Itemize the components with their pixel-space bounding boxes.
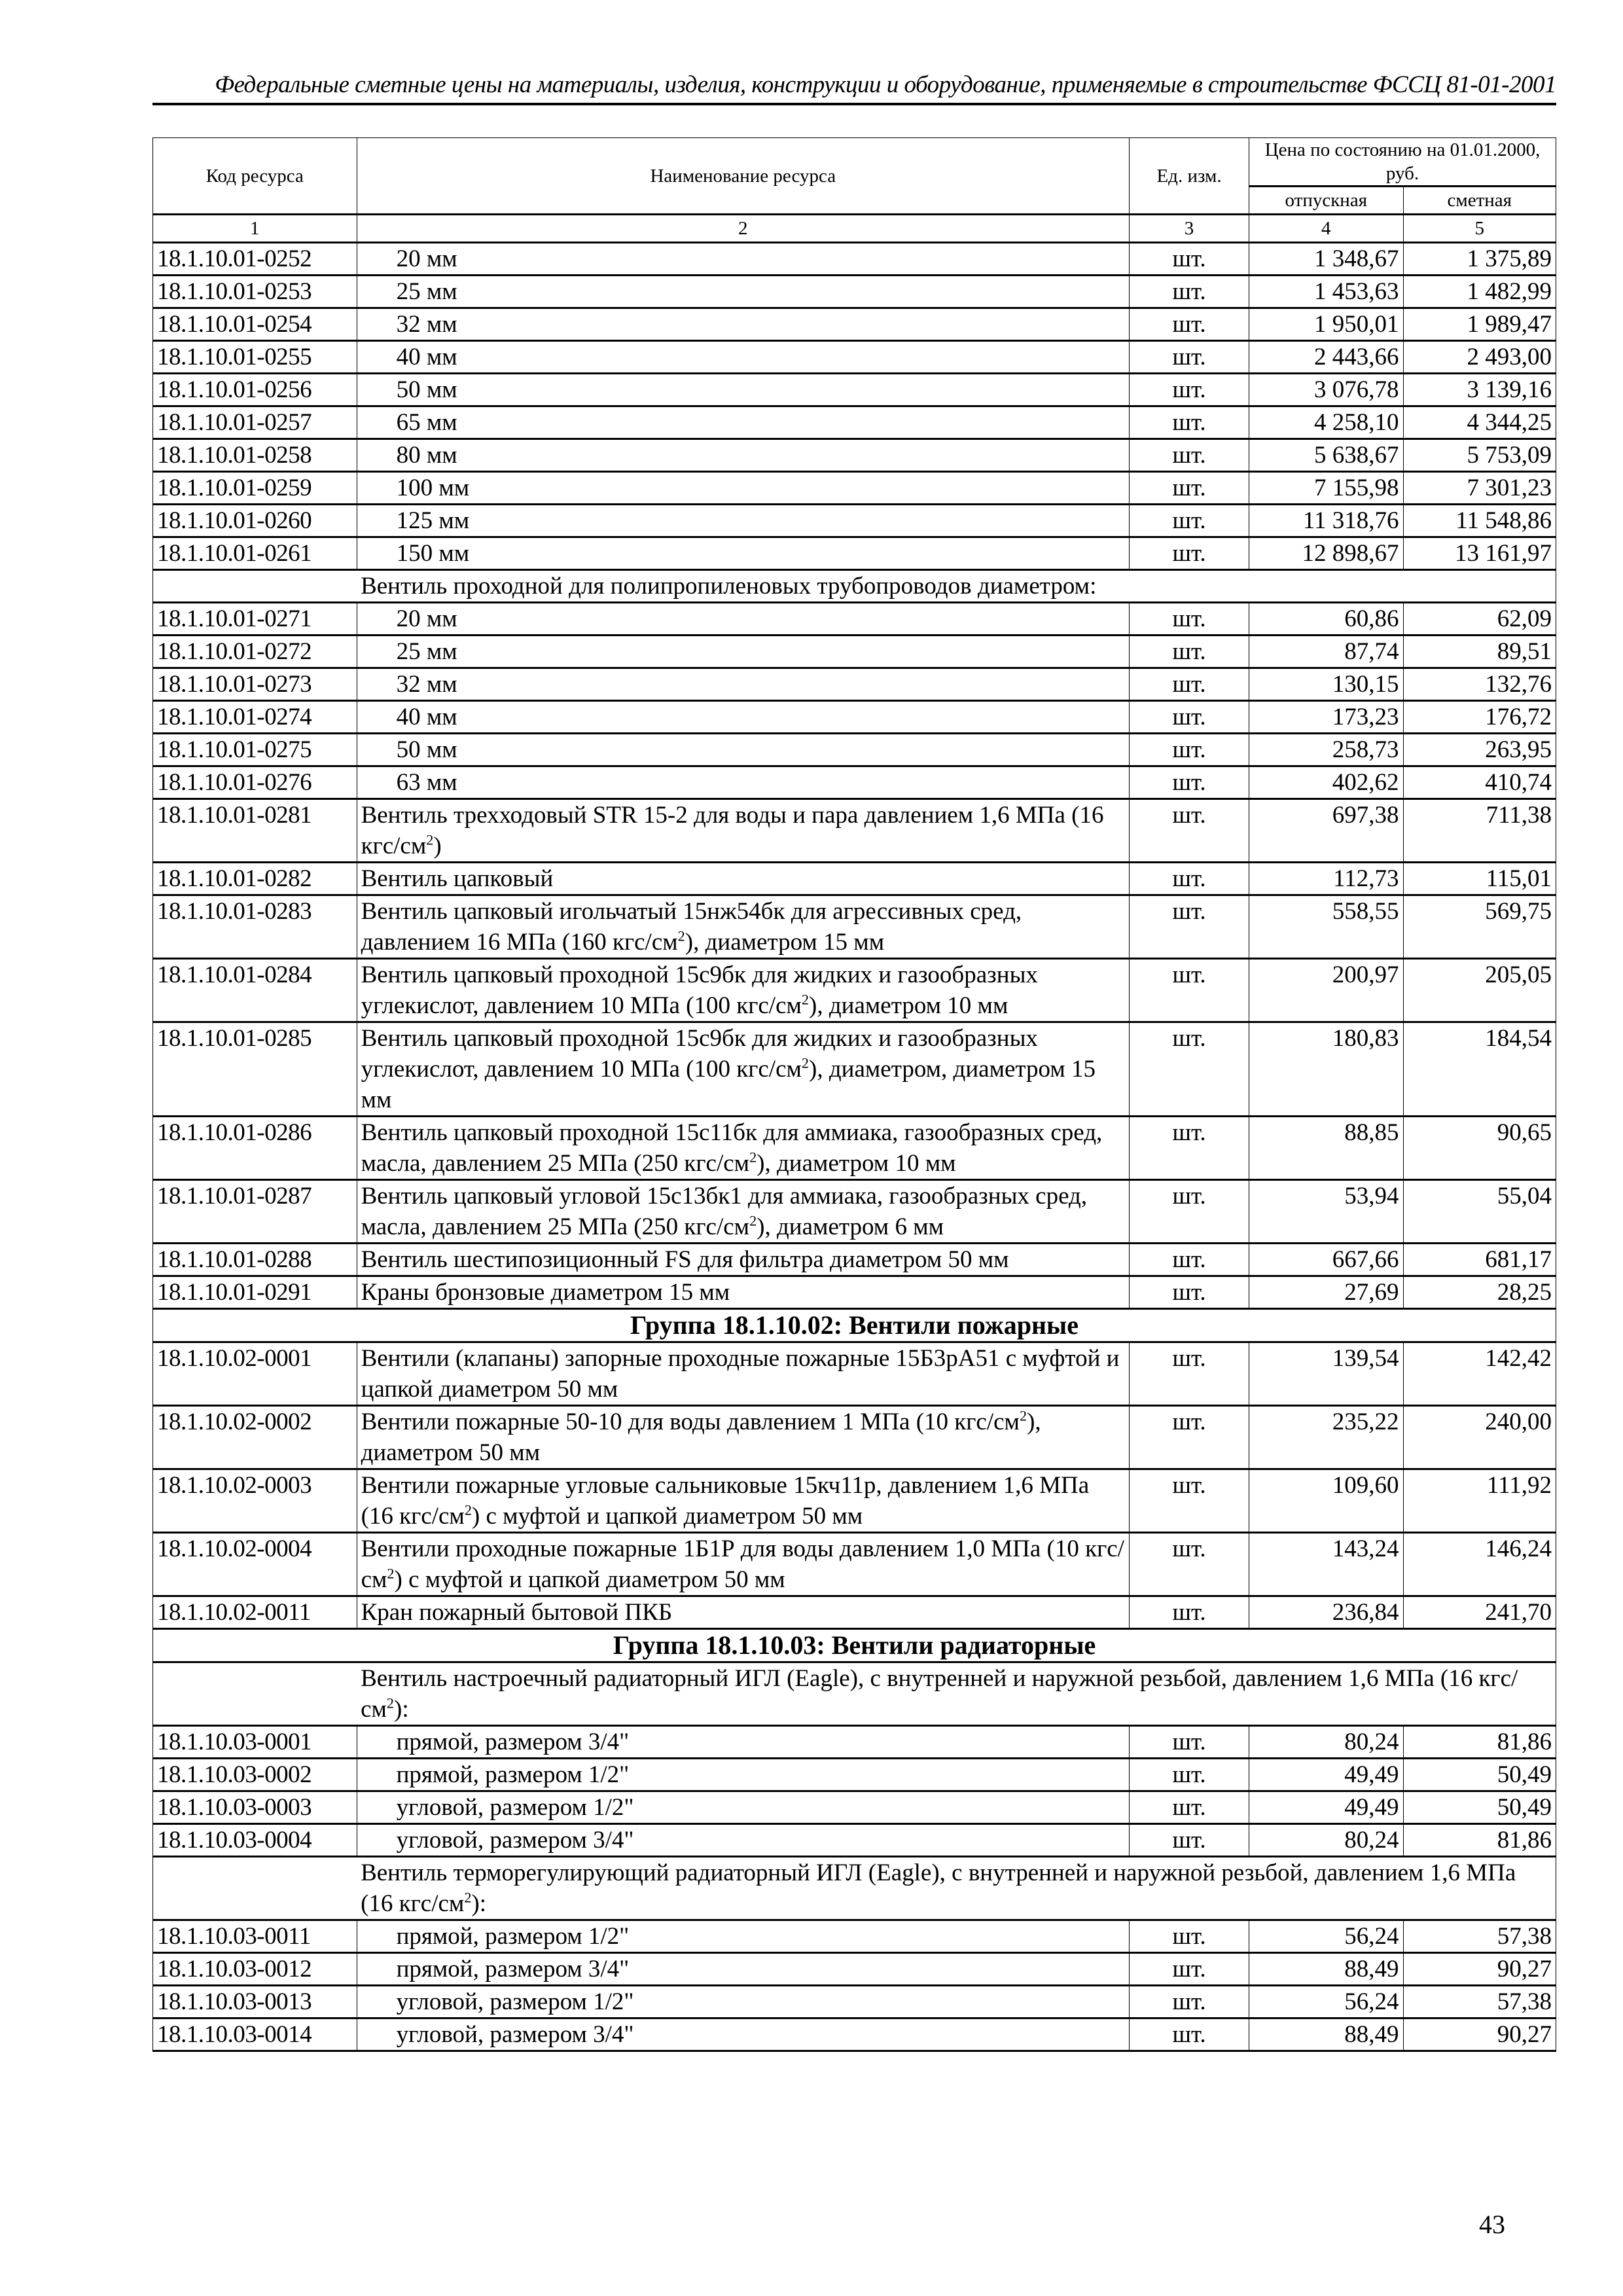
- cell-unit: шт.: [1130, 603, 1249, 636]
- table-row: [153, 1276, 1556, 1309]
- cell-code: 18.1.10.01-0254: [153, 308, 357, 341]
- cell-name: 63 мм: [357, 766, 1129, 799]
- cell-price-estimate: 681,17: [1403, 1244, 1556, 1276]
- header-name: Наименование ресурса: [357, 138, 1129, 215]
- cell-price-estimate: 3 139,16: [1403, 374, 1556, 406]
- table-row: [153, 1342, 1556, 1406]
- cell-price-estimate: 132,76: [1403, 668, 1556, 701]
- table-row: [153, 1406, 1556, 1469]
- header-price-release: отпускная: [1249, 187, 1403, 215]
- table-row: [153, 505, 1556, 537]
- cell-price-estimate: 81,86: [1403, 1824, 1556, 1857]
- cell-code: 18.1.10.01-0256: [153, 374, 357, 406]
- superscript: 2: [464, 1501, 472, 1518]
- cell-name: 32 мм: [357, 668, 1129, 701]
- superscript: 2: [677, 927, 685, 944]
- cell-price-release: 258,73: [1249, 734, 1403, 766]
- cell-code: 18.1.10.01-0255: [153, 341, 357, 374]
- superscript: 2: [749, 1149, 757, 1166]
- cell-unit: шт.: [1130, 341, 1249, 374]
- cell-code: 18.1.10.01-0285: [153, 1022, 357, 1117]
- cell-unit: шт.: [1130, 374, 1249, 406]
- cell-unit: шт.: [1130, 1953, 1249, 1986]
- cell-unit: шт.: [1130, 1244, 1249, 1276]
- table-row: [153, 1920, 1556, 1953]
- cell-unit: шт.: [1130, 1342, 1249, 1406]
- table-row: [153, 1022, 1556, 1117]
- subheading-row: [153, 1857, 1556, 1920]
- cell-price-estimate: 4 344,25: [1403, 406, 1556, 439]
- table-row: [153, 636, 1556, 668]
- header-code: Код ресурса: [153, 138, 357, 215]
- cell-price-release: 130,15: [1249, 668, 1403, 701]
- cell-unit: шт.: [1130, 537, 1249, 570]
- cell-unit: шт.: [1130, 2018, 1249, 2051]
- cell-price-release: 143,24: [1249, 1533, 1403, 1596]
- cell-price-estimate: 90,65: [1403, 1117, 1556, 1180]
- superscript: 2: [749, 1212, 757, 1229]
- cell-price-estimate: 28,25: [1403, 1276, 1556, 1309]
- cell-price-release: 12 898,67: [1249, 537, 1403, 570]
- cell-price-release: 697,38: [1249, 799, 1403, 863]
- table-row: [153, 668, 1556, 701]
- cell-price-release: 27,69: [1249, 1276, 1403, 1309]
- subheading-text: Вентиль настроечный радиаторный ИГЛ (Eagle), с внутренней и наружной резьбой, давлением 1,6 МПа (16 кгс/$см^2$):: [357, 1662, 1556, 1726]
- cell-price-estimate: 111,92: [1403, 1469, 1556, 1533]
- table-body: [153, 243, 1556, 2051]
- price-table: [152, 137, 1556, 2052]
- cell-unit: шт.: [1130, 276, 1249, 308]
- cell-code: 18.1.10.01-0281: [153, 799, 357, 863]
- cell-name: угловой, размером 3/4": [357, 1824, 1129, 1857]
- cell-price-estimate: 263,95: [1403, 734, 1556, 766]
- cell-unit: шт.: [1130, 701, 1249, 734]
- cell-code-empty: [153, 570, 357, 603]
- table-row: [153, 1726, 1556, 1759]
- cell-price-release: 173,23: [1249, 701, 1403, 734]
- cell-name: 20 мм: [357, 243, 1129, 276]
- cell-name: Вентиль цапковый: [357, 863, 1129, 895]
- table-row: [153, 1824, 1556, 1857]
- cell-unit: шт.: [1130, 1726, 1249, 1759]
- cell-price-estimate: 142,42: [1403, 1342, 1556, 1406]
- cell-name: 125 мм: [357, 505, 1129, 537]
- cell-code: 18.1.10.01-0288: [153, 1244, 357, 1276]
- header-rule: [152, 103, 1556, 105]
- cell-name: Краны бронзовые диаметром 15 мм: [357, 1276, 1129, 1309]
- cell-code: 18.1.10.01-0257: [153, 406, 357, 439]
- cell-code: 18.1.10.01-0291: [153, 1276, 357, 1309]
- cell-unit: шт.: [1130, 1986, 1249, 2018]
- cell-price-release: 49,49: [1249, 1791, 1403, 1824]
- cell-name: Вентиль шестипозиционный FS для фильтра диаметром 50 мм: [357, 1244, 1129, 1276]
- table-row: [153, 374, 1556, 406]
- cell-code: 18.1.10.02-0001: [153, 1342, 357, 1406]
- cell-code: 18.1.10.03-0001: [153, 1726, 357, 1759]
- running-header: Федеральные сметные цены на материалы, изделия, конструкции и оборудование, применяемые в строительстве ФССЦ 81-01-2001: [215, 71, 1556, 98]
- cell-unit: шт.: [1130, 243, 1249, 276]
- table-row: [153, 472, 1556, 505]
- cell-price-release: 1 348,67: [1249, 243, 1403, 276]
- cell-code: 18.1.10.02-0004: [153, 1533, 357, 1596]
- table-row: [153, 895, 1556, 959]
- cell-code: 18.1.10.01-0261: [153, 537, 357, 570]
- cell-name: Вентили проходные пожарные 1Б1Р для воды давлением 1,0 МПа (10 кгс/$см^2$) с муфтой и цапкой диаметром 50 мм: [357, 1533, 1129, 1596]
- cell-name: Кран пожарный бытовой ПКБ: [357, 1596, 1129, 1629]
- cell-unit: шт.: [1130, 668, 1249, 701]
- cell-unit: шт.: [1130, 636, 1249, 668]
- cell-unit: шт.: [1130, 505, 1249, 537]
- cell-name: Вентили пожарные угловые сальниковые 15кч11р, давлением 1,6 МПа (16 кгс/$см^2$) с муфтой и цапкой диаметром 50 мм: [357, 1469, 1129, 1533]
- cell-price-release: 7 155,98: [1249, 472, 1403, 505]
- cell-price-release: 4 258,10: [1249, 406, 1403, 439]
- cell-unit: шт.: [1130, 1276, 1249, 1309]
- column-numbers-row: [153, 215, 1556, 243]
- cell-price-release: 87,74: [1249, 636, 1403, 668]
- table-row: [153, 1791, 1556, 1824]
- column-number: 5: [1403, 215, 1556, 243]
- cell-price-release: 1 950,01: [1249, 308, 1403, 341]
- table-row: [153, 439, 1556, 472]
- group-heading: Группа 18.1.10.03: Вентили радиаторные: [153, 1629, 1556, 1662]
- cell-price-release: 56,24: [1249, 1920, 1403, 1953]
- page-number: 43: [1479, 2210, 1505, 2239]
- cell-code: 18.1.10.01-0275: [153, 734, 357, 766]
- cell-price-release: 56,24: [1249, 1986, 1403, 2018]
- group-heading-row: [153, 1629, 1556, 1662]
- cell-price-release: 236,84: [1249, 1596, 1403, 1629]
- subheading-text: Вентиль проходной для полипропиленовых трубопроводов диаметром:: [357, 570, 1556, 603]
- cell-price-release: 558,55: [1249, 895, 1403, 959]
- cell-price-release: 88,85: [1249, 1117, 1403, 1180]
- cell-code: 18.1.10.02-0002: [153, 1406, 357, 1469]
- cell-name: Вентиль цапковый угловой 15с13бк1 для аммиака, газообразных сред, масла, давлением 25 МПа (250 кгс/$см^2$), диаметром 6 мм: [357, 1180, 1129, 1244]
- subheading-row: [153, 1662, 1556, 1726]
- cell-code: 18.1.10.01-0287: [153, 1180, 357, 1244]
- cell-price-release: 112,73: [1249, 863, 1403, 895]
- cell-unit: шт.: [1130, 766, 1249, 799]
- cell-unit: шт.: [1130, 1469, 1249, 1533]
- cell-unit: шт.: [1130, 1533, 1249, 1596]
- cell-price-estimate: 62,09: [1403, 603, 1556, 636]
- table-row: [153, 406, 1556, 439]
- table-row: [153, 537, 1556, 570]
- table-row: [153, 1244, 1556, 1276]
- column-number: 3: [1130, 215, 1249, 243]
- cell-price-estimate: 410,74: [1403, 766, 1556, 799]
- cell-price-estimate: 55,04: [1403, 1180, 1556, 1244]
- cell-price-release: 5 638,67: [1249, 439, 1403, 472]
- table-row: [153, 799, 1556, 863]
- cell-unit: шт.: [1130, 406, 1249, 439]
- cell-name: угловой, размером 3/4": [357, 2018, 1129, 2051]
- cell-price-release: 667,66: [1249, 1244, 1403, 1276]
- cell-name: 80 мм: [357, 439, 1129, 472]
- superscript: 2: [426, 831, 434, 848]
- cell-code: 18.1.10.03-0013: [153, 1986, 357, 2018]
- cell-price-estimate: 50,49: [1403, 1759, 1556, 1791]
- superscript: 2: [464, 1889, 472, 1906]
- table-row: [153, 2018, 1556, 2051]
- cell-price-estimate: 11 548,86: [1403, 505, 1556, 537]
- superscript: 2: [1019, 1407, 1027, 1424]
- header-unit: Ед. изм.: [1130, 138, 1249, 215]
- cell-name: Вентиль цапковый проходной 15с9бк для жидких и газообразных углекислот, давлением 10 МПа (100 кгс/$см^2$), диаметром, диаметром 15 мм: [357, 1022, 1129, 1117]
- cell-price-release: 402,62: [1249, 766, 1403, 799]
- table-row: [153, 308, 1556, 341]
- cell-price-release: 3 076,78: [1249, 374, 1403, 406]
- cell-name: 50 мм: [357, 374, 1129, 406]
- cell-code: 18.1.10.01-0283: [153, 895, 357, 959]
- table-row: [153, 734, 1556, 766]
- cell-code: 18.1.10.03-0004: [153, 1824, 357, 1857]
- group-heading: Группа 18.1.10.02: Вентили пожарные: [153, 1309, 1556, 1342]
- table-row: [153, 1953, 1556, 1986]
- cell-unit: шт.: [1130, 308, 1249, 341]
- cell-unit: шт.: [1130, 1824, 1249, 1857]
- cell-price-estimate: 2 493,00: [1403, 341, 1556, 374]
- cell-price-estimate: 90,27: [1403, 1953, 1556, 1986]
- header-price-group: Цена по состоянию на 01.01.2000, руб.: [1249, 138, 1556, 187]
- cell-unit: шт.: [1130, 895, 1249, 959]
- cell-code-empty: [153, 1662, 357, 1726]
- cell-unit: шт.: [1130, 959, 1249, 1022]
- cell-code-empty: [153, 1857, 357, 1920]
- cell-name: прямой, размером 1/2": [357, 1920, 1129, 1953]
- table-row: [153, 341, 1556, 374]
- cell-price-estimate: 241,70: [1403, 1596, 1556, 1629]
- cell-name: прямой, размером 3/4": [357, 1953, 1129, 1986]
- subheading-text: Вентиль терморегулирующий радиаторный ИГЛ (Eagle), с внутренней и наружной резьбой, давлением 1,6 МПа (16 кгс/$см^2$):: [357, 1857, 1556, 1920]
- cell-unit: шт.: [1130, 863, 1249, 895]
- superscript: 2: [386, 1695, 394, 1712]
- table-header: [153, 138, 1556, 243]
- cell-price-release: 60,86: [1249, 603, 1403, 636]
- table-row: [153, 1533, 1556, 1596]
- cell-name: Вентили пожарные 50-10 для воды давлением 1 МПа (10 кгс/$см^2$), диаметром 50 мм: [357, 1406, 1129, 1469]
- cell-unit: шт.: [1130, 1406, 1249, 1469]
- cell-price-estimate: 711,38: [1403, 799, 1556, 863]
- table-row: [153, 243, 1556, 276]
- cell-name: 65 мм: [357, 406, 1129, 439]
- cell-name: Вентиль цапковый проходной 15с11бк для аммиака, газообразных сред, масла, давлением 25 МПа (250 кгс/$см^2$), диаметром 10 мм: [357, 1117, 1129, 1180]
- column-number: 1: [153, 215, 357, 243]
- cell-price-estimate: 1 375,89: [1403, 243, 1556, 276]
- cell-price-release: 109,60: [1249, 1469, 1403, 1533]
- cell-code: 18.1.10.03-0003: [153, 1791, 357, 1824]
- cell-unit: шт.: [1130, 1596, 1249, 1629]
- cell-unit: шт.: [1130, 1180, 1249, 1244]
- cell-code: 18.1.10.03-0014: [153, 2018, 357, 2051]
- cell-name: Вентиль цапковый проходной 15с9бк для жидких и газообразных углекислот, давлением 10 МПа (100 кгс/$см^2$), диаметром 10 мм: [357, 959, 1129, 1022]
- table-row: [153, 766, 1556, 799]
- column-number: 4: [1249, 215, 1403, 243]
- cell-price-estimate: 7 301,23: [1403, 472, 1556, 505]
- cell-unit: шт.: [1130, 439, 1249, 472]
- cell-name: угловой, размером 1/2": [357, 1986, 1129, 2018]
- cell-name: угловой, размером 1/2": [357, 1791, 1129, 1824]
- cell-price-estimate: 205,05: [1403, 959, 1556, 1022]
- table-row: [153, 701, 1556, 734]
- cell-price-estimate: 184,54: [1403, 1022, 1556, 1117]
- cell-unit: шт.: [1130, 472, 1249, 505]
- cell-price-estimate: 115,01: [1403, 863, 1556, 895]
- cell-price-release: 80,24: [1249, 1824, 1403, 1857]
- cell-name: 32 мм: [357, 308, 1129, 341]
- cell-code: 18.1.10.01-0284: [153, 959, 357, 1022]
- group-heading-row: [153, 1309, 1556, 1342]
- cell-price-estimate: 90,27: [1403, 2018, 1556, 2051]
- cell-name: прямой, размером 1/2": [357, 1759, 1129, 1791]
- column-number: 2: [357, 215, 1129, 243]
- table-row: [153, 603, 1556, 636]
- cell-unit: шт.: [1130, 1791, 1249, 1824]
- cell-price-release: 200,97: [1249, 959, 1403, 1022]
- cell-unit: шт.: [1130, 734, 1249, 766]
- cell-price-release: 235,22: [1249, 1406, 1403, 1469]
- cell-name: Вентили (клапаны) запорные проходные пожарные 15Б3рА51 с муфтой и цапкой диаметром 50 мм: [357, 1342, 1129, 1406]
- cell-price-release: 88,49: [1249, 2018, 1403, 2051]
- cell-name: прямой, размером 3/4": [357, 1726, 1129, 1759]
- cell-unit: шт.: [1130, 799, 1249, 863]
- cell-price-release: 11 318,76: [1249, 505, 1403, 537]
- cell-price-estimate: 81,86: [1403, 1726, 1556, 1759]
- superscript: 2: [801, 1054, 810, 1071]
- cell-price-release: 2 443,66: [1249, 341, 1403, 374]
- cell-price-release: 1 453,63: [1249, 276, 1403, 308]
- cell-code: 18.1.10.01-0252: [153, 243, 357, 276]
- cell-price-estimate: 5 753,09: [1403, 439, 1556, 472]
- table-row: [153, 1986, 1556, 2018]
- table-row: [153, 863, 1556, 895]
- cell-code: 18.1.10.01-0259: [153, 472, 357, 505]
- cell-code: 18.1.10.01-0271: [153, 603, 357, 636]
- cell-price-estimate: 146,24: [1403, 1533, 1556, 1596]
- cell-price-release: 139,54: [1249, 1342, 1403, 1406]
- table-row: [153, 1596, 1556, 1629]
- cell-price-release: 88,49: [1249, 1953, 1403, 1986]
- cell-code: 18.1.10.03-0012: [153, 1953, 357, 1986]
- table-row: [153, 1469, 1556, 1533]
- cell-price-estimate: 1 482,99: [1403, 276, 1556, 308]
- cell-price-estimate: 240,00: [1403, 1406, 1556, 1469]
- cell-code: 18.1.10.01-0260: [153, 505, 357, 537]
- cell-name: 50 мм: [357, 734, 1129, 766]
- cell-name: 100 мм: [357, 472, 1129, 505]
- cell-code: 18.1.10.02-0011: [153, 1596, 357, 1629]
- superscript: 2: [387, 1565, 395, 1582]
- cell-unit: шт.: [1130, 1022, 1249, 1117]
- cell-price-release: 180,83: [1249, 1022, 1403, 1117]
- cell-price-estimate: 57,38: [1403, 1986, 1556, 2018]
- header-price-estimate: сметная: [1403, 187, 1556, 215]
- cell-name: 150 мм: [357, 537, 1129, 570]
- cell-code: 18.1.10.01-0276: [153, 766, 357, 799]
- table-row: [153, 959, 1556, 1022]
- cell-unit: шт.: [1130, 1117, 1249, 1180]
- cell-code: 18.1.10.01-0282: [153, 863, 357, 895]
- table-row: [153, 1759, 1556, 1791]
- cell-name: 40 мм: [357, 701, 1129, 734]
- cell-price-estimate: 1 989,47: [1403, 308, 1556, 341]
- table-row: [153, 1180, 1556, 1244]
- cell-name: Вентиль трехходовый STR 15-2 для воды и пара давлением 1,6 МПа (16 кгс/$см^2$): [357, 799, 1129, 863]
- cell-code: 18.1.10.01-0272: [153, 636, 357, 668]
- table-row: [153, 276, 1556, 308]
- cell-price-release: 49,49: [1249, 1759, 1403, 1791]
- cell-code: 18.1.10.01-0258: [153, 439, 357, 472]
- cell-code: 18.1.10.03-0002: [153, 1759, 357, 1791]
- cell-code: 18.1.10.01-0274: [153, 701, 357, 734]
- cell-price-estimate: 13 161,97: [1403, 537, 1556, 570]
- cell-price-estimate: 50,49: [1403, 1791, 1556, 1824]
- superscript: 2: [801, 991, 810, 1008]
- cell-code: 18.1.10.01-0286: [153, 1117, 357, 1180]
- cell-price-estimate: 569,75: [1403, 895, 1556, 959]
- cell-name: Вентиль цапковый игольчатый 15нж54бк для агрессивных сред, давлением 16 МПа (160 кгс/$см^2$), диаметром 15 мм: [357, 895, 1129, 959]
- cell-unit: шт.: [1130, 1920, 1249, 1953]
- table-row: [153, 1117, 1556, 1180]
- cell-name: 25 мм: [357, 276, 1129, 308]
- cell-price-estimate: 176,72: [1403, 701, 1556, 734]
- cell-price-release: 80,24: [1249, 1726, 1403, 1759]
- cell-unit: шт.: [1130, 1759, 1249, 1791]
- subheading-row: [153, 570, 1556, 603]
- cell-code: 18.1.10.01-0253: [153, 276, 357, 308]
- cell-price-estimate: 89,51: [1403, 636, 1556, 668]
- cell-name: 20 мм: [357, 603, 1129, 636]
- cell-name: 25 мм: [357, 636, 1129, 668]
- cell-price-release: 53,94: [1249, 1180, 1403, 1244]
- cell-code: 18.1.10.01-0273: [153, 668, 357, 701]
- cell-name: 40 мм: [357, 341, 1129, 374]
- cell-code: 18.1.10.03-0011: [153, 1920, 357, 1953]
- cell-price-estimate: 57,38: [1403, 1920, 1556, 1953]
- cell-code: 18.1.10.02-0003: [153, 1469, 357, 1533]
